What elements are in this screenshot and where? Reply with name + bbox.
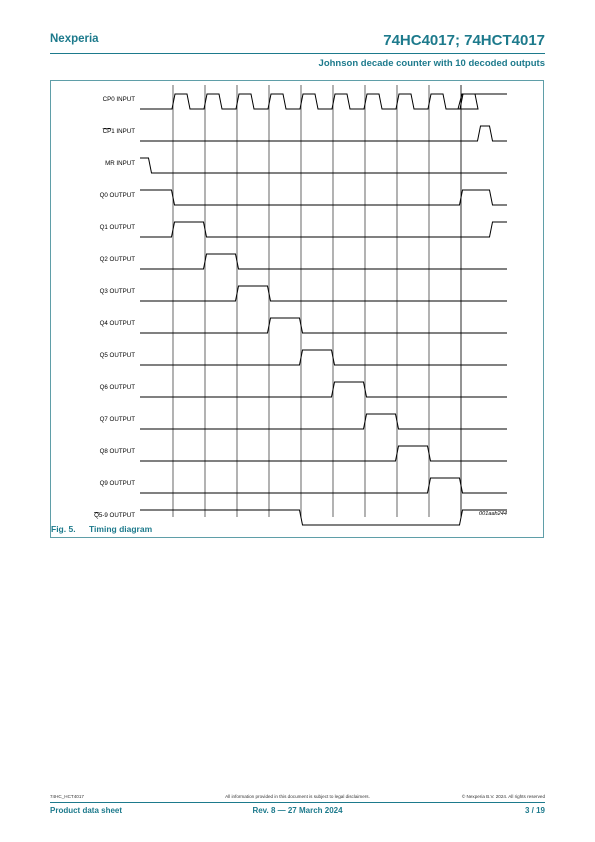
footer-disclaimer: All information provided in this document is subject to legal disclaimers.: [225, 794, 370, 799]
q4-waveform: [140, 318, 507, 333]
q5-waveform: [140, 350, 507, 365]
footer-doc-type: Product data sheet: [50, 806, 123, 815]
footer-revision: Rev. 8 — 27 March 2024: [252, 806, 343, 815]
signal-label: [100, 416, 136, 423]
timing-diagram-figure: [50, 80, 544, 538]
signal-label-text: Q6 OUTPUT: [99, 384, 135, 391]
signal-label-text: Q9 OUTPUT: [99, 480, 135, 487]
signal-label-overline: CP: [102, 128, 112, 135]
brand-name: Nexperia: [50, 33, 99, 45]
signal-label: [100, 288, 136, 295]
signal-label: [103, 128, 136, 135]
signal-label-text: CP0 INPUT: [102, 96, 135, 103]
signal-label-text: Q5 OUTPUT: [99, 352, 135, 359]
signal-label: [100, 256, 136, 263]
signal-label-text: Q0 OUTPUT: [99, 192, 135, 199]
signal-label-text: Q3 OUTPUT: [99, 288, 135, 295]
signal-label: [100, 320, 136, 327]
header-rule: [50, 53, 545, 54]
footer-copyright: © Nexperia B.V. 2024. All rights reserved: [461, 794, 545, 799]
signal-label: [105, 160, 135, 167]
document-title: 74HC4017; 74HCT4017: [383, 32, 545, 49]
q5-9-waveform: [140, 510, 507, 525]
signal-label: [100, 384, 136, 391]
signal-label: [100, 192, 136, 199]
signal-label-text: 5-9 OUTPUT: [98, 512, 135, 519]
signal-label: [100, 480, 136, 487]
q7-waveform: [140, 414, 507, 429]
timing-diagram: [51, 81, 545, 539]
signal-label-overline: Q: [94, 512, 99, 519]
signal-label-text: Q8 OUTPUT: [99, 448, 135, 455]
signal-label-text: Q1 OUTPUT: [99, 224, 135, 231]
signal-label-text: Q4 OUTPUT: [99, 320, 135, 327]
signal-label-text: Q2 OUTPUT: [99, 256, 135, 263]
signal-label: [100, 224, 136, 231]
cp1-waveform: [140, 126, 507, 141]
figure-number: Fig. 5.: [51, 524, 76, 534]
figure-title: Timing diagram: [89, 524, 153, 534]
figure-caption: [51, 524, 152, 534]
signal-label: [100, 448, 136, 455]
q1-waveform: [140, 222, 507, 237]
q2-waveform: [140, 254, 507, 269]
q8-waveform: [140, 446, 507, 461]
footer-doc-id: 74HC_HCT4017: [50, 794, 84, 799]
signal-label-text: Q7 OUTPUT: [99, 416, 135, 423]
signal-label: [94, 512, 135, 519]
signal-label: [100, 352, 136, 359]
cp0-waveform: [140, 94, 507, 109]
q9-waveform: [140, 478, 507, 493]
signal-label-text: MR INPUT: [105, 160, 135, 167]
q3-waveform: [140, 286, 507, 301]
figure-code: 001aah244: [479, 511, 507, 517]
mr-waveform: [140, 158, 507, 173]
signal-label: [103, 96, 136, 103]
q6-waveform: [140, 382, 507, 397]
footer-page-number: 3 / 19: [524, 806, 545, 815]
document-subtitle: Johnson decade counter with 10 decoded outputs: [318, 58, 545, 69]
q0-waveform: [140, 190, 507, 205]
footer-rule: [50, 802, 545, 803]
signal-label-text: 1 INPUT: [111, 128, 135, 135]
